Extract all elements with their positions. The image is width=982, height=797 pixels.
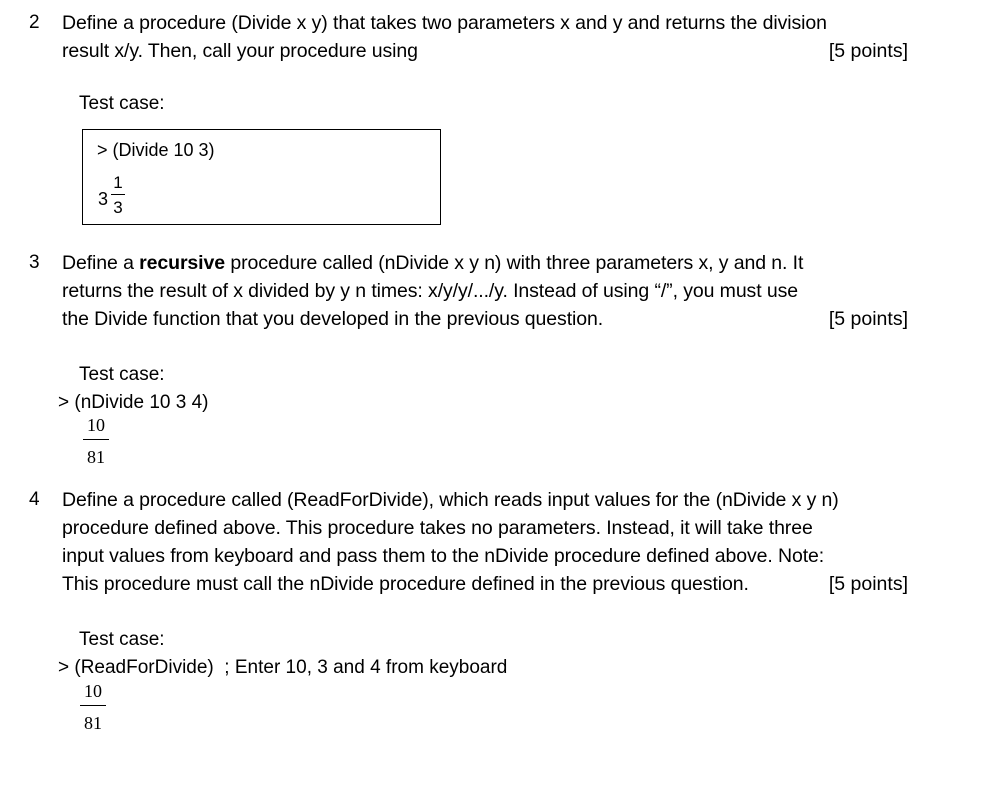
question-text-line: Define a procedure (Divide x y) that takes two parameters x and y and returns the division <box>62 12 827 34</box>
question-number: 3 <box>29 252 40 273</box>
test-case-label: Test case: <box>79 629 165 650</box>
question-number: 2 <box>29 12 40 33</box>
result-fraction <box>111 174 125 216</box>
test-case-box <box>82 129 441 225</box>
fraction-bar <box>83 439 109 440</box>
test-case-label: Test case: <box>79 364 165 385</box>
question-text-line: result x/y. Then, call your procedure using <box>62 40 418 62</box>
points-label: [5 points] <box>828 308 908 330</box>
result-fraction <box>80 682 106 732</box>
question-text-line: procedure defined above. This procedure takes no parameters. Instead, it will take three <box>62 517 813 539</box>
test-case-input: > (nDivide 10 3 4) <box>58 392 209 413</box>
result-numerator: 1 <box>113 173 123 192</box>
bold-keyword: recursive <box>139 252 225 274</box>
test-case-label: Test case: <box>79 93 165 114</box>
test-case-input: > (ReadForDivide) ; Enter 10, 3 and 4 from keyboard <box>58 657 508 678</box>
text-segment: procedure called (nDivide x y n) with three parameters x, y and n. It <box>225 252 804 274</box>
result-denominator: 81 <box>87 447 105 467</box>
points-label: [5 points] <box>828 573 908 595</box>
question-number: 4 <box>29 489 40 510</box>
question-text-line: the Divide function that you developed in the previous question. <box>62 308 604 330</box>
question-text-line: Define a procedure called (ReadForDivide), which reads input values for the (nDivide x y n) <box>62 489 839 511</box>
question-text-line: returns the result of x divided by y n times: x/y/y/.../y. Instead of using “/”, you must use <box>62 280 798 302</box>
fraction-bar <box>80 705 106 706</box>
result-numerator: 10 <box>87 415 105 435</box>
text-segment: Define a <box>62 252 140 274</box>
result-denominator: 81 <box>84 713 102 733</box>
question-text-line: This procedure must call the nDivide procedure defined in the previous question. <box>62 573 749 595</box>
points-label: [5 points] <box>828 40 908 62</box>
result-fraction <box>83 416 109 466</box>
question-text-line: input values from keyboard and pass them to the nDivide procedure defined above. Note: <box>62 545 825 567</box>
result-numerator: 10 <box>84 681 102 701</box>
question-text-line <box>62 252 803 275</box>
result-denominator: 3 <box>113 198 123 217</box>
fraction-bar <box>111 194 125 195</box>
test-case-input: > (Divide 10 3) <box>97 140 215 160</box>
result-whole: 3 <box>98 189 109 209</box>
